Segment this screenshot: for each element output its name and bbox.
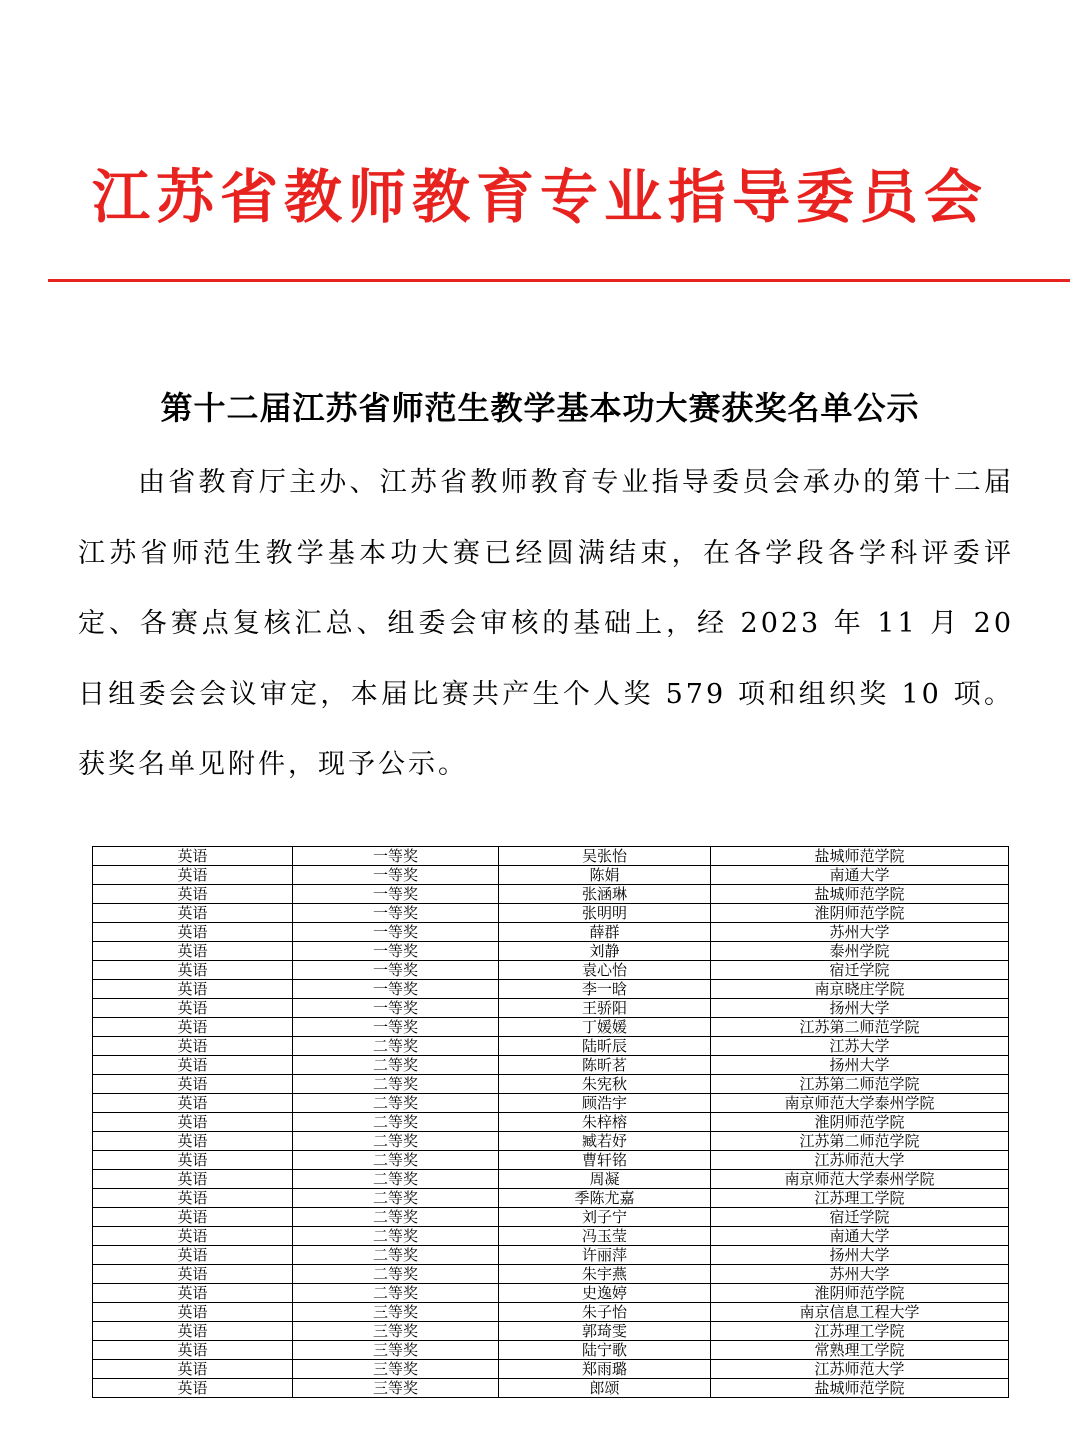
intro-paragraph: 由省教育厅主办、江苏省教师教育专业指导委员会承办的第十二届江苏省师范生教学基本功大赛已经圆满结束，在各学段各学科评委评定、各赛点复核汇总、组委会审核的基础上，经 2023 年 11 月 20 日组委会会议审定，本届比赛共产生个人奖 579 项和组织奖 10 项。获奖名单见附件，现予公示。 [78,467,1014,780]
table-row [93,1265,1009,1284]
student-name-cell: 李一晗 [499,980,711,999]
award-level-cell: 二等奖 [293,1265,499,1284]
subject-cell: 英语 [93,1227,293,1246]
student-name-cell: 薛群 [499,923,711,942]
award-level-cell: 一等奖 [293,904,499,923]
student-name-cell: 陆昕辰 [499,1037,711,1056]
university-cell: 宿迁学院 [711,961,1009,980]
award-level-cell: 二等奖 [293,1227,499,1246]
university-cell: 宿迁学院 [711,1208,1009,1227]
student-name-cell: 史逸婷 [499,1284,711,1303]
university-cell: 南京晓庄学院 [711,980,1009,999]
university-cell: 江苏第二师范学院 [711,1018,1009,1037]
table-row [93,942,1009,961]
student-name-cell: 陈娟 [499,866,711,885]
university-cell: 南通大学 [711,1227,1009,1246]
org-header-title: 江苏省教师教育专业指导委员会 [91,163,988,231]
student-name-cell: 许丽萍 [499,1246,711,1265]
university-cell: 盐城师范学院 [711,885,1009,904]
table-row [93,885,1009,904]
student-name-cell: 丁媛媛 [499,1018,711,1037]
subject-cell: 英语 [93,1322,293,1341]
subject-cell: 英语 [93,999,293,1018]
university-cell: 盐城师范学院 [711,847,1009,866]
student-name-cell: 朱宪秋 [499,1075,711,1094]
subject-cell: 英语 [93,1151,293,1170]
university-cell: 江苏第二师范学院 [711,1075,1009,1094]
table-row [93,1341,1009,1360]
student-name-cell: 吴张怡 [499,847,711,866]
table-row [93,1189,1009,1208]
table-row [93,1227,1009,1246]
award-level-cell: 三等奖 [293,1341,499,1360]
university-cell: 江苏大学 [711,1037,1009,1056]
student-name-cell: 周凝 [499,1170,711,1189]
university-cell: 南京信息工程大学 [711,1303,1009,1322]
subject-cell: 英语 [93,1284,293,1303]
award-level-cell: 二等奖 [293,1094,499,1113]
student-name-cell: 王骄阳 [499,999,711,1018]
student-name-cell: 陈昕茗 [499,1056,711,1075]
table-row [93,1170,1009,1189]
document-title: 第十二届江苏省师范生教学基本功大赛获奖名单公示 [160,389,920,427]
student-name-cell: 朱梓榕 [499,1113,711,1132]
award-level-cell: 二等奖 [293,1113,499,1132]
university-cell: 南京师范大学泰州学院 [711,1170,1009,1189]
subject-cell: 英语 [93,1075,293,1094]
student-name-cell: 朱子怡 [499,1303,711,1322]
award-level-cell: 二等奖 [293,1056,499,1075]
table-row [93,1303,1009,1322]
subject-cell: 英语 [93,1170,293,1189]
university-cell: 淮阴师范学院 [711,1113,1009,1132]
university-cell: 江苏理工学院 [711,1189,1009,1208]
university-cell: 江苏师范大学 [711,1360,1009,1379]
award-level-cell: 二等奖 [293,1075,499,1094]
award-level-cell: 三等奖 [293,1303,499,1322]
award-level-cell: 二等奖 [293,1132,499,1151]
university-cell: 扬州大学 [711,999,1009,1018]
subject-cell: 英语 [93,1018,293,1037]
table-row [93,999,1009,1018]
award-level-cell: 一等奖 [293,923,499,942]
subject-cell: 英语 [93,847,293,866]
subject-cell: 英语 [93,1208,293,1227]
subject-cell: 英语 [93,1246,293,1265]
university-cell: 淮阴师范学院 [711,1284,1009,1303]
subject-cell: 英语 [93,1113,293,1132]
table-row [93,961,1009,980]
table-row [93,1322,1009,1341]
award-level-cell: 二等奖 [293,1208,499,1227]
table-row [93,866,1009,885]
award-level-cell: 二等奖 [293,1151,499,1170]
award-level-cell: 一等奖 [293,980,499,999]
table-row [93,1075,1009,1094]
table-row [93,1018,1009,1037]
table-row [93,1056,1009,1075]
table-row [93,980,1009,999]
university-cell: 苏州大学 [711,923,1009,942]
subject-cell: 英语 [93,1037,293,1056]
subject-cell: 英语 [93,885,293,904]
subject-cell: 英语 [93,1379,293,1398]
award-level-cell: 二等奖 [293,1246,499,1265]
award-level-cell: 一等奖 [293,942,499,961]
table-row [93,1037,1009,1056]
table-row [93,1151,1009,1170]
subject-cell: 英语 [93,866,293,885]
award-level-cell: 一等奖 [293,847,499,866]
university-cell: 江苏第二师范学院 [711,1132,1009,1151]
university-cell: 江苏师范大学 [711,1151,1009,1170]
subject-cell: 英语 [93,1189,293,1208]
award-level-cell: 二等奖 [293,1189,499,1208]
student-name-cell: 郎颂 [499,1379,711,1398]
table-row [93,1379,1009,1398]
student-name-cell: 张涵琳 [499,885,711,904]
table-row [93,847,1009,866]
university-cell: 南通大学 [711,866,1009,885]
table-row [93,1208,1009,1227]
university-cell: 泰州学院 [711,942,1009,961]
subject-cell: 英语 [93,980,293,999]
student-name-cell: 曹轩铭 [499,1151,711,1170]
student-name-cell: 冯玉莹 [499,1227,711,1246]
subject-cell: 英语 [93,961,293,980]
award-level-cell: 二等奖 [293,1037,499,1056]
subject-cell: 英语 [93,923,293,942]
university-cell: 扬州大学 [711,1056,1009,1075]
subject-cell: 英语 [93,1360,293,1379]
award-level-cell: 三等奖 [293,1322,499,1341]
subject-cell: 英语 [93,1056,293,1075]
table-row [93,1284,1009,1303]
award-level-cell: 一等奖 [293,961,499,980]
award-level-cell: 二等奖 [293,1284,499,1303]
award-level-cell: 三等奖 [293,1360,499,1379]
award-table-body [93,847,1009,1398]
award-level-cell: 一等奖 [293,885,499,904]
university-cell: 淮阴师范学院 [711,904,1009,923]
student-name-cell: 朱宇燕 [499,1265,711,1284]
student-name-cell: 郑雨璐 [499,1360,711,1379]
subject-cell: 英语 [93,1132,293,1151]
award-level-cell: 一等奖 [293,866,499,885]
student-name-cell: 陆宁歌 [499,1341,711,1360]
subject-cell: 英语 [93,1341,293,1360]
table-row [93,1132,1009,1151]
table-row [93,904,1009,923]
university-cell: 南京师范大学泰州学院 [711,1094,1009,1113]
university-cell: 扬州大学 [711,1246,1009,1265]
university-cell: 苏州大学 [711,1265,1009,1284]
subject-cell: 英语 [93,904,293,923]
award-level-cell: 一等奖 [293,1018,499,1037]
student-name-cell: 臧若妤 [499,1132,711,1151]
subject-cell: 英语 [93,1094,293,1113]
table-row [93,1094,1009,1113]
table-row [93,1113,1009,1132]
student-name-cell: 季陈尤嘉 [499,1189,711,1208]
table-row [93,1360,1009,1379]
header-divider [48,279,1070,282]
student-name-cell: 郭琦雯 [499,1322,711,1341]
university-cell: 盐城师范学院 [711,1379,1009,1398]
award-table [92,846,1009,1398]
award-level-cell: 三等奖 [293,1379,499,1398]
university-cell: 常熟理工学院 [711,1341,1009,1360]
student-name-cell: 顾浩宇 [499,1094,711,1113]
student-name-cell: 刘静 [499,942,711,961]
subject-cell: 英语 [93,1303,293,1322]
award-level-cell: 二等奖 [293,1170,499,1189]
student-name-cell: 刘子宁 [499,1208,711,1227]
table-row [93,923,1009,942]
table-row [93,1246,1009,1265]
award-level-cell: 一等奖 [293,999,499,1018]
student-name-cell: 袁心怡 [499,961,711,980]
student-name-cell: 张明明 [499,904,711,923]
subject-cell: 英语 [93,942,293,961]
subject-cell: 英语 [93,1265,293,1284]
university-cell: 江苏理工学院 [711,1322,1009,1341]
